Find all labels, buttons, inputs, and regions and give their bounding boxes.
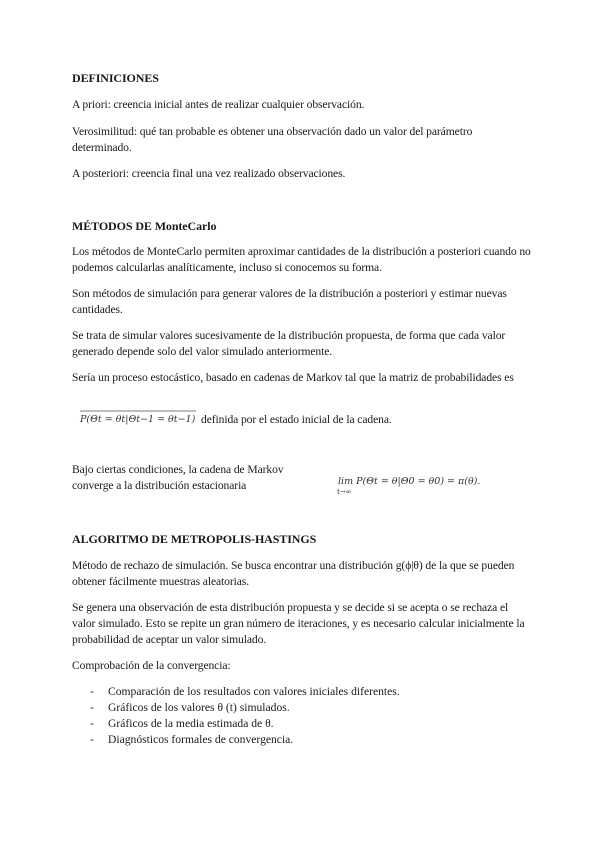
heading-definiciones: DEFINICIONES xyxy=(72,71,159,85)
paragraph-montecarlo-4: Sería un proceso estocástico, basado en cadenas de Markov tal que la matriz de probabilidades es xyxy=(72,371,514,384)
paragraph-a-priori: A priori: creencia inicial antes de realizar cualquier observación. xyxy=(72,98,365,111)
formula-definition-text: definida por el estado inicial de la cadena. xyxy=(201,413,392,426)
heading-montecarlo: MÉTODOS DE MonteCarlo xyxy=(72,219,217,233)
transition-probability-formula: P(Θt = θt|Θt−1 = θt−1) xyxy=(80,414,196,425)
list-bullet: - xyxy=(90,701,94,714)
list-bullet: - xyxy=(90,685,94,698)
formula-crop-line xyxy=(80,410,196,412)
list-item-text: Gráficos de la media estimada de θ. xyxy=(108,717,274,730)
paragraph-metropolis-1: Método de rechazo de simulación. Se busca encontrar una distribución g(ϕ|θ) de la que se pueden obtener fácilmente muestras aleatorias. xyxy=(72,559,515,588)
paragraph-montecarlo-2: Son métodos de simulación para generar valores de la distribución a posteriori y estimar nuevas cantidades. xyxy=(72,287,507,316)
stationary-distribution-formula: lim P(Θt = θ|Θ0 = θ0) = π(θ). xyxy=(338,476,481,487)
paragraph-verosimilitud: Verosimilitud: qué tan probable es obtener una observación dado un valor del parámetro determinado. xyxy=(72,125,473,154)
list-item-text: Diagnósticos formales de convergencia. xyxy=(108,733,294,746)
paragraph-montecarlo-1: Los métodos de MonteCarlo permiten aproximar cantidades de la distribución a posteriori cuando no podemos calcularlas analíticamente, incluso si conocemos su forma. xyxy=(72,245,531,274)
paragraph-montecarlo-3: Se trata de simular valores sucesivamente de la distribución propuesta, de forma que cada valor generado depende solo del valor simulado anteriormente. xyxy=(72,329,506,358)
paragraph-a-posteriori: A posteriori: creencia final una vez realizado observaciones. xyxy=(72,167,346,180)
limit-subscript: t→∞ xyxy=(337,488,352,496)
list-item-text: Gráficos de los valores θ (t) simulados. xyxy=(108,701,290,714)
heading-metropolis-hastings: ALGORITMO DE METROPOLIS-HASTINGS xyxy=(72,532,317,546)
list-item-text: Comparación de los resultados con valores iniciales diferentes. xyxy=(108,685,400,698)
paragraph-markov-convergence: Bajo ciertas condiciones, la cadena de Markov converge a la distribución estacionaria xyxy=(72,463,284,492)
list-bullet: - xyxy=(90,717,94,730)
paragraph-metropolis-2: Se genera una observación de esta distribución propuesta y se decide si se acepta o se rechaza el valor simulado. Esto se repite un gran número de iteraciones, y es necesario calcular inicialmente la probabilidad de aceptar un valor simulado. xyxy=(72,601,525,646)
list-bullet: - xyxy=(90,733,94,746)
paragraph-convergence-check: Comprobación de la convergencia: xyxy=(72,659,231,672)
